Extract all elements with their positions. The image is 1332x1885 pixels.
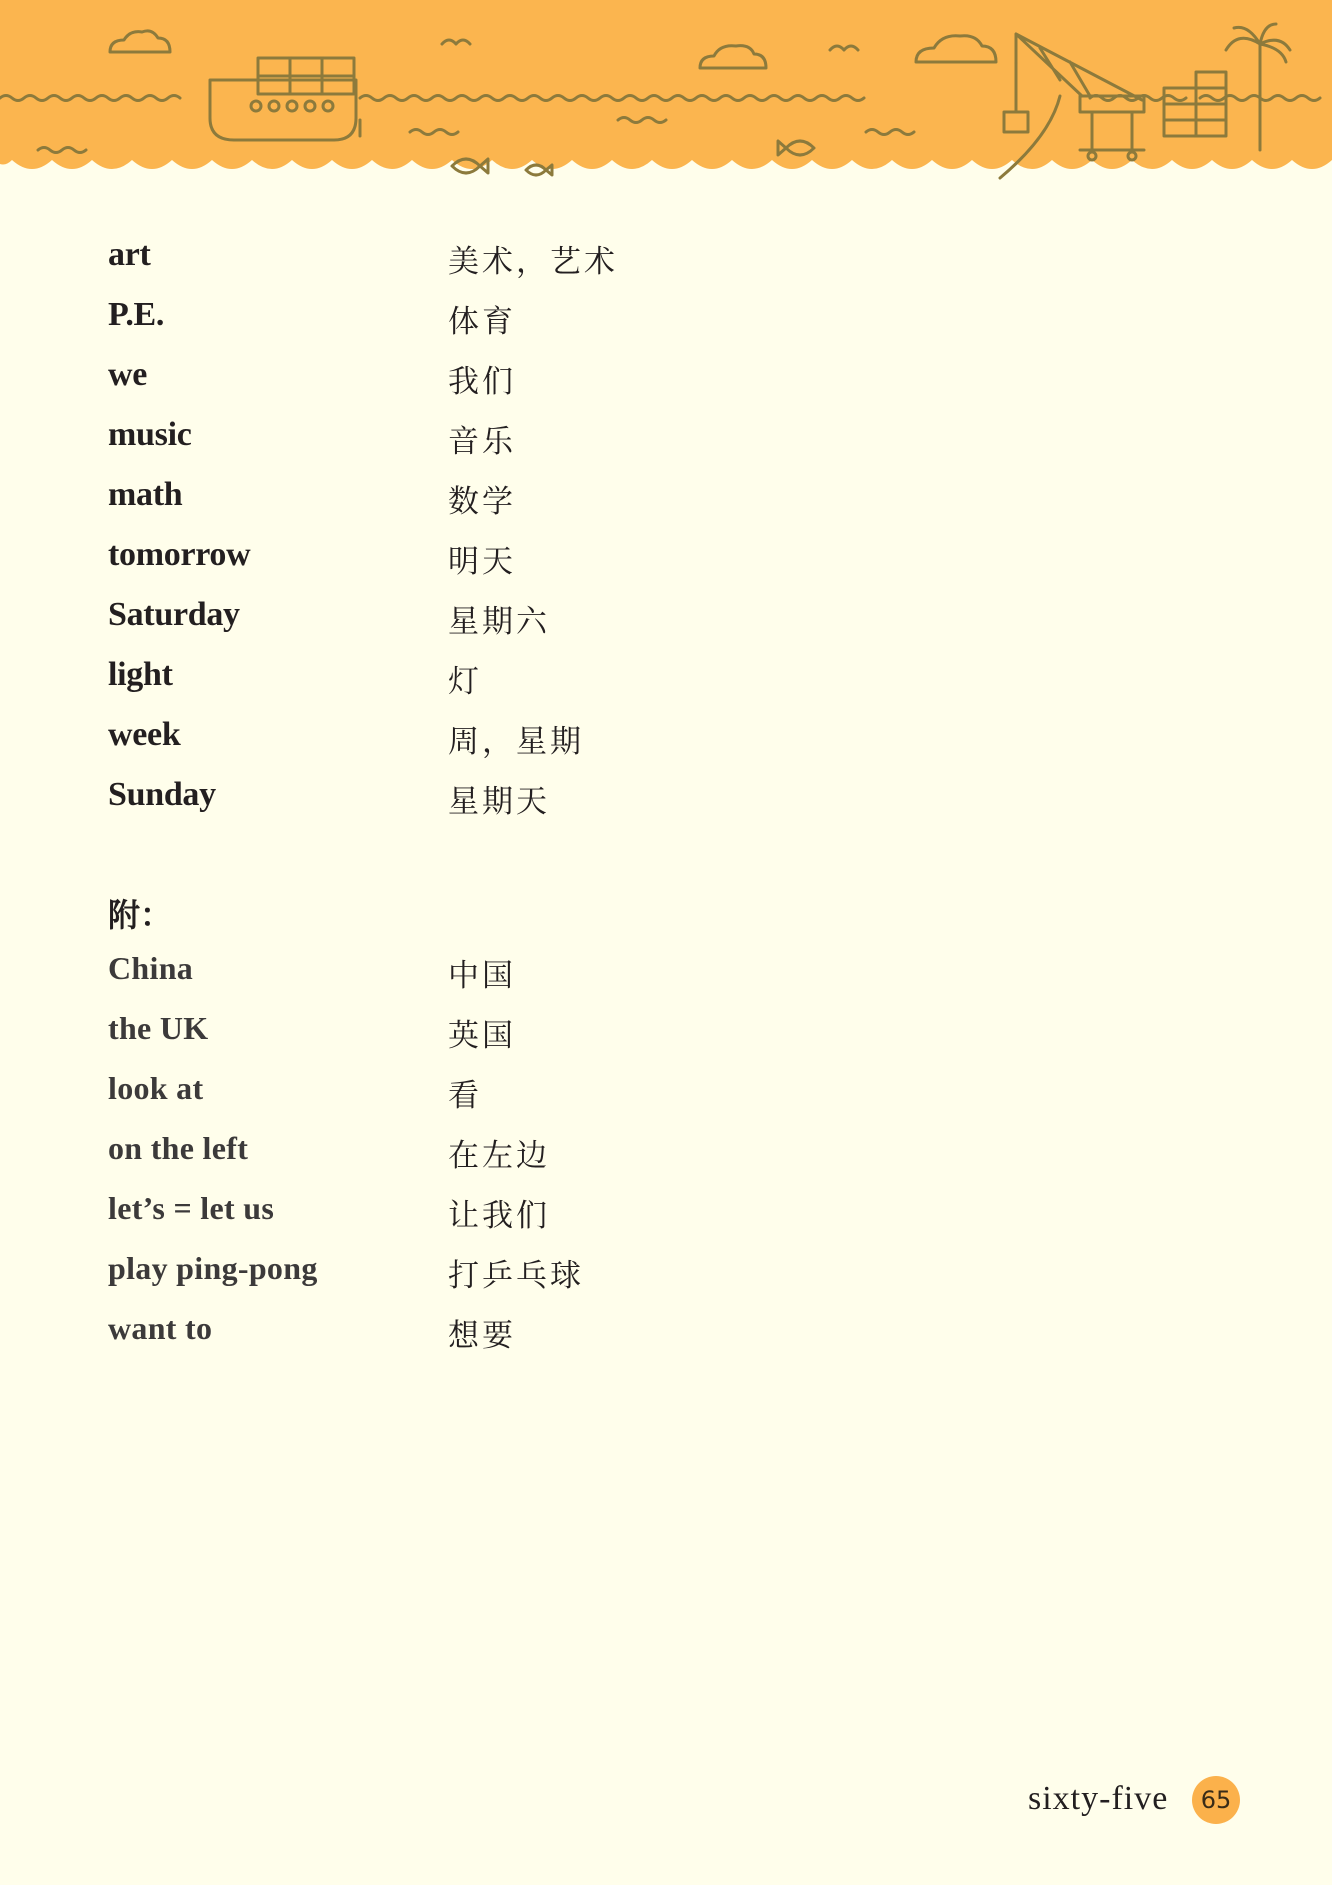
appendix-chinese: 让我们 (448, 1198, 550, 1234)
vocab-chinese: 星期六 (448, 604, 550, 640)
appendix-title: 附： (108, 896, 173, 934)
appendix-chinese: 中国 (448, 958, 516, 994)
vocab-english: tomorrow (108, 536, 251, 573)
vocab-english: music (108, 416, 192, 453)
vocab-english: week (108, 716, 181, 753)
vocab-chinese: 灯 (448, 664, 482, 700)
vocab-english: we (108, 356, 148, 393)
appendix-english: play ping-pong (108, 1250, 318, 1286)
appendix-english: the UK (108, 1010, 209, 1046)
appendix-english: on the left (108, 1130, 249, 1166)
appendix-english: let’s = let us (108, 1190, 275, 1226)
appendix-english: want to (108, 1310, 213, 1346)
vocab-english: Saturday (108, 596, 240, 633)
appendix-chinese: 看 (448, 1078, 482, 1114)
harbor-banner (0, 0, 1332, 185)
vocab-english: math (108, 476, 183, 513)
appendix-english: China (108, 950, 194, 986)
appendix-english: look at (108, 1070, 204, 1106)
page-number-word: sixty-five (1028, 1780, 1169, 1817)
vocab-english: Sunday (108, 776, 216, 813)
vocab-chinese: 明天 (448, 544, 516, 580)
vocab-english: P.E. (108, 296, 165, 333)
vocab-english: light (108, 656, 173, 693)
vocab-chinese: 星期天 (448, 784, 550, 820)
vocab-chinese: 音乐 (448, 424, 516, 460)
vocab-chinese: 我们 (448, 364, 516, 400)
appendix-chinese: 在左边 (448, 1138, 550, 1174)
vocab-chinese: 美术，艺术 (448, 244, 618, 280)
vocab-chinese: 周，星期 (448, 724, 584, 760)
appendix-chinese: 想要 (448, 1318, 516, 1354)
fish-icon (526, 165, 552, 175)
appendix-chinese: 打乒乓球 (448, 1258, 584, 1294)
vocab-chinese: 体育 (448, 304, 516, 340)
vocab-english: art (108, 236, 151, 273)
vocab-chinese: 数学 (448, 484, 516, 520)
appendix-chinese: 英国 (448, 1018, 516, 1054)
page-number-badge: 65 (1192, 1776, 1240, 1824)
